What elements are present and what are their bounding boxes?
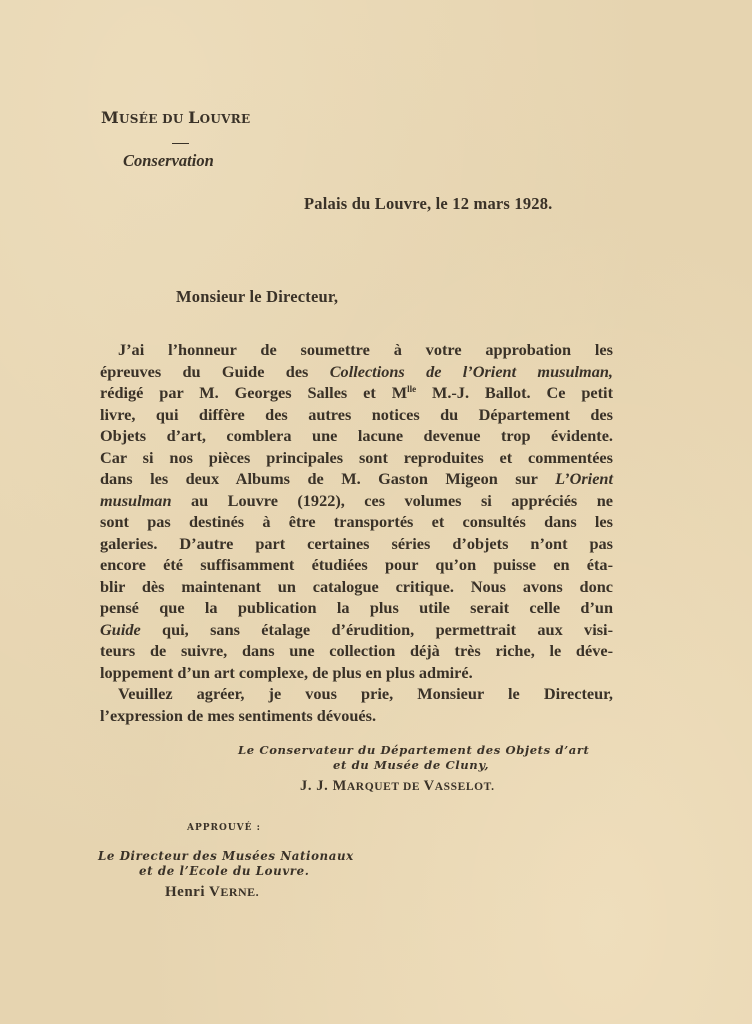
book-title-italic: L’Orient xyxy=(555,469,613,488)
book-title-italic: Collections de l’Orient musulman, xyxy=(329,361,613,381)
approval-label: APPROUVÉ : xyxy=(187,823,261,833)
name-part: ASSELOT. xyxy=(434,781,495,793)
closing-line: l’expression de mes sentiments dévoués. xyxy=(100,705,377,725)
body-line xyxy=(100,490,613,512)
body-text-segment: dans les deux Albums de M. Gaston Migeon sur xyxy=(100,469,556,488)
name-part: V xyxy=(208,884,221,900)
name-part: ARQUET DE xyxy=(346,781,424,793)
body-line xyxy=(100,619,613,641)
louvre-rest: OUVRE xyxy=(199,112,251,126)
superscript-lle: lle xyxy=(407,384,417,394)
body-line: blir dès maintenant un catalogue critique. Nous avons donc xyxy=(100,576,613,596)
body-text-segment: qui, sans étalage d’érudition, permettrait aux visi- xyxy=(140,619,613,639)
louvre-initial: L xyxy=(188,108,200,127)
approver-title-line1: Le Directeur des Musées Nationaux xyxy=(98,849,354,863)
body-text-segment: épreuves du Guide des xyxy=(100,361,330,381)
name-part: ERNE. xyxy=(220,885,260,899)
letterhead-divider xyxy=(172,143,189,144)
name-part: V xyxy=(423,778,435,794)
book-title-italic: musulman xyxy=(100,490,172,510)
approver-title-line2: et de l’Ecole du Louvre. xyxy=(139,864,310,878)
signatory-title-line1: Le Conservateur du Département des Objets d’art xyxy=(238,743,590,757)
body-text-segment: au Louvre (1922), ces volumes si appréciés ne xyxy=(171,490,613,510)
body-line: Car si nos pièces principales sont reproduites et commentées xyxy=(100,447,613,467)
body-text-segment: M.-J. Ballot. Ce petit xyxy=(416,383,613,402)
museum-name-rest: USÉE DU xyxy=(119,112,189,126)
body-line: pensé que la publication la plus utile serait celle d’un xyxy=(100,598,613,617)
body-line xyxy=(100,382,613,404)
name-initials: J. J. M xyxy=(300,778,347,794)
body-text-segment: rédigé par M. Georges Salles et M xyxy=(100,383,408,402)
body-line: loppement d’un art complexe, de plus en plus admiré. xyxy=(100,662,473,682)
closing-line: Veuillez agréer, je vous prie, Monsieur le Directeur, xyxy=(118,684,613,703)
signatory-title-line2: et du Musée de Cluny, xyxy=(333,758,490,772)
letterhead-department: Conservation xyxy=(123,151,214,170)
body-line: J’ai l’honneur de soumettre à votre approbation les xyxy=(118,340,613,359)
name-part: Henri xyxy=(165,884,209,900)
approver-name xyxy=(165,884,259,901)
body-line: galeries. D’autre part certaines séries d’objets n’ont pas xyxy=(100,533,613,553)
body-line: Objets d’art, comblera une lacune devenue trop évidente. xyxy=(100,426,613,445)
body-line: sont pas destinés à être transportés et consultés dans les xyxy=(100,512,613,531)
guide-italic: Guide xyxy=(100,619,141,639)
body-line: teurs de suivre, dans une collection déjà très riche, le déve- xyxy=(100,641,613,660)
museum-initial: M xyxy=(101,108,120,127)
salutation: Monsieur le Directeur, xyxy=(176,287,339,306)
body-line xyxy=(100,361,613,383)
body-line: encore été suffisamment étudiées pour qu’on puisse en éta- xyxy=(100,555,613,574)
body-line xyxy=(100,468,613,490)
letter-body xyxy=(100,339,613,726)
letterhead-museum-name xyxy=(101,108,251,127)
signatory-name xyxy=(300,778,495,795)
body-line: livre, qui diffère des autres notices du Département des xyxy=(100,404,613,424)
dateline: Palais du Louvre, le 12 mars 1928. xyxy=(304,194,553,213)
